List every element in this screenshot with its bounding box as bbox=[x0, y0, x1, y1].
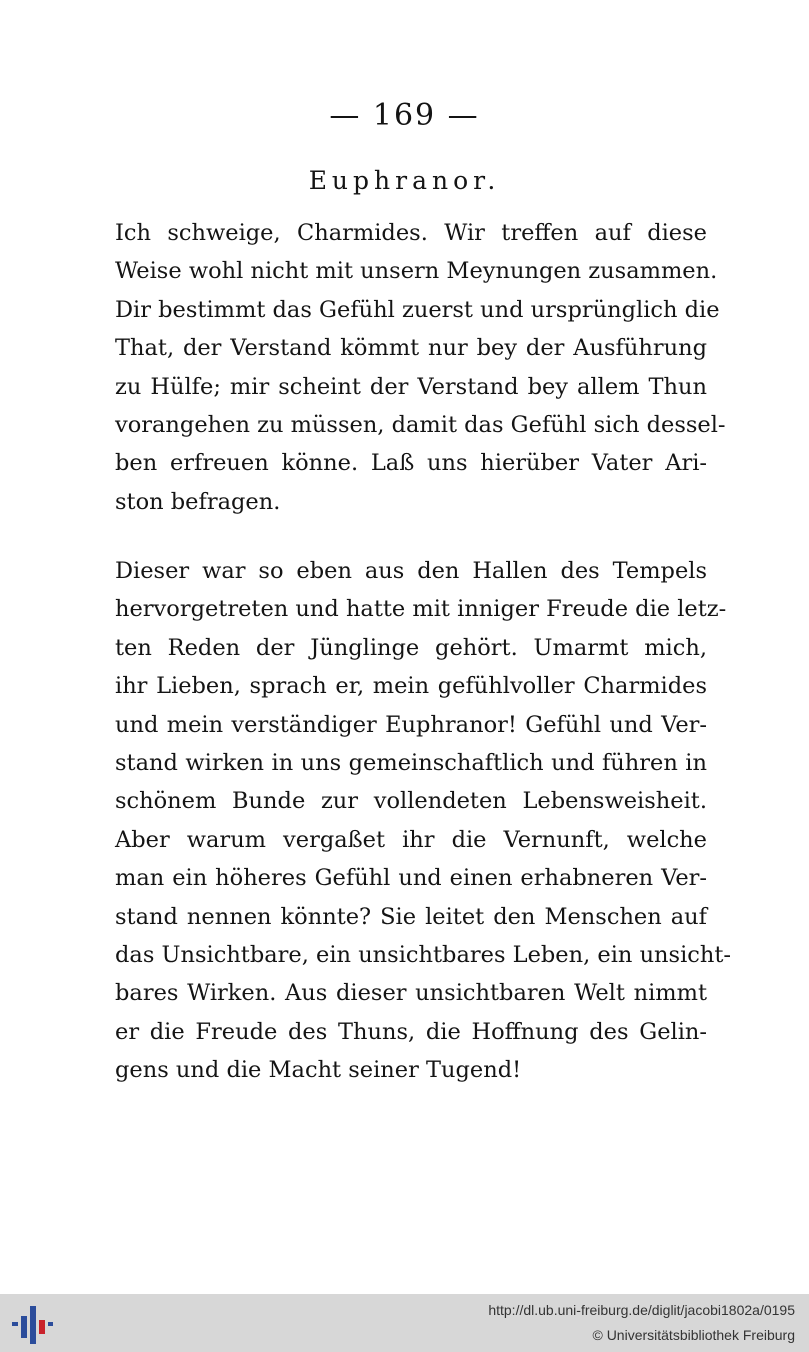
text-line: schönem Bunde zur vollendeten Lebensweisheit. bbox=[115, 788, 707, 815]
copyright-notice: © Universitätsbibliothek Freiburg bbox=[592, 1327, 795, 1343]
text-line: stand nennen könnte? Sie leitet den Menschen auf bbox=[115, 903, 707, 930]
paragraph-2 bbox=[115, 552, 732, 1090]
text-line: und mein verständiger Euphranor! Gefühl und Ver- bbox=[115, 711, 707, 738]
text-line: das Unsichtbare, ein unsichtbares Leben, ein unsicht- bbox=[115, 942, 732, 969]
text-line: Ich schweige, Charmides. Wir treffen auf diese bbox=[115, 220, 707, 246]
page-number: — 169 — bbox=[329, 98, 480, 133]
text-line: gens und die Macht seiner Tugend! bbox=[115, 1057, 522, 1084]
text-line: vorangehen zu müssen, damit das Gefühl sich dessel- bbox=[115, 412, 726, 439]
text-line: ston befragen. bbox=[115, 488, 281, 515]
text-line: stand wirken in uns gemeinschaftlich und führen in bbox=[115, 750, 707, 777]
text-line: That, der Verstand kömmt nur bey der Ausführung bbox=[115, 335, 707, 362]
paragraph-1 bbox=[115, 214, 726, 521]
ub-freiburg-logo-icon[interactable] bbox=[12, 1302, 52, 1342]
text-line: ihr Lieben, sprach er, mein gefühlvoller Charmides bbox=[115, 673, 707, 700]
speaker-heading: Euphranor. bbox=[308, 166, 501, 195]
text-line: zu Hülfe; mir scheint der Verstand bey allem Thun bbox=[115, 373, 707, 400]
text-line: man ein höheres Gefühl und einen erhabneren Ver- bbox=[115, 865, 707, 892]
footer-bar bbox=[0, 1294, 809, 1352]
text-line: hervorgetreten und hatte mit inniger Freude die letz- bbox=[115, 596, 727, 623]
text-line: ben erfreuen könne. Laß uns hierüber Vater Ari- bbox=[115, 450, 707, 477]
text-line: bares Wirken. Aus dieser unsichtbaren Welt nimmt bbox=[115, 980, 707, 1007]
text-line: ten Reden der Jünglinge gehört. Umarmt mich, bbox=[115, 634, 707, 661]
text-line: Weise wohl nicht mit unsern Meynungen zusammen. bbox=[115, 258, 718, 285]
text-line: Dir bestimmt das Gefühl zuerst und ursprünglich die bbox=[115, 296, 720, 323]
text-line: er die Freude des Thuns, die Hoffnung des Gelin- bbox=[115, 1018, 707, 1045]
text-line: Dieser war so eben aus den Hallen des Tempels bbox=[115, 558, 707, 584]
permalink-url[interactable]: http://dl.ub.uni-freiburg.de/diglit/jacobi1802a/0195 bbox=[488, 1302, 795, 1318]
text-line: Aber warum vergaßet ihr die Vernunft, welche bbox=[115, 826, 707, 853]
